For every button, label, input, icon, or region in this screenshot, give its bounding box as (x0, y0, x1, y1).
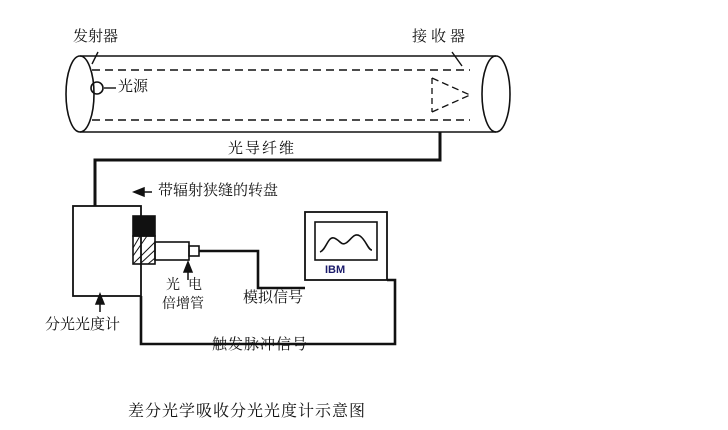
receiver-leader (452, 52, 462, 66)
label-analog-signal: 模拟信号 (243, 289, 304, 306)
waveform-trace (320, 235, 372, 252)
label-spectrophotometer: 分光光度计 (45, 316, 121, 333)
label-chopper-wheel: 带辐射狭缝的转盘 (158, 182, 279, 199)
label-pmt-line2: 电 (188, 276, 202, 292)
receiver-focus-lower (432, 95, 470, 112)
emitter-aperture-ellipse (66, 56, 94, 132)
pmt-connector (189, 246, 199, 256)
label-trigger-pulse-signal: 触发脉冲信号 (212, 336, 309, 353)
computer-screen (315, 222, 377, 260)
label-pmt-line3: 倍增管 (162, 295, 204, 311)
light-source-circle (91, 82, 103, 94)
receiver-aperture-ellipse (482, 56, 510, 132)
spectrophotometer-top-block (133, 216, 155, 236)
spectrophotometer-body (73, 206, 141, 296)
computer-unit (305, 212, 387, 280)
emitter-leader (92, 52, 98, 64)
figure-caption: 差分光学吸收分光光度计示意图 (128, 403, 367, 420)
spectrophotometer-unit (73, 206, 199, 296)
label-emitter: 发射器 (73, 28, 119, 45)
label-light-source: 光源 (118, 78, 149, 95)
label-receiver: 接收器 (412, 28, 470, 45)
analog-signal-wire (199, 251, 305, 288)
label-computer-brand: IBM (325, 264, 346, 276)
label-pmt-line1: 光 (166, 276, 180, 292)
photomultiplier-tube (155, 242, 189, 260)
label-optical-fiber: 光导纤维 (228, 140, 297, 157)
receiver-focus-upper (432, 78, 470, 95)
chopper-label-arrow (134, 188, 152, 196)
